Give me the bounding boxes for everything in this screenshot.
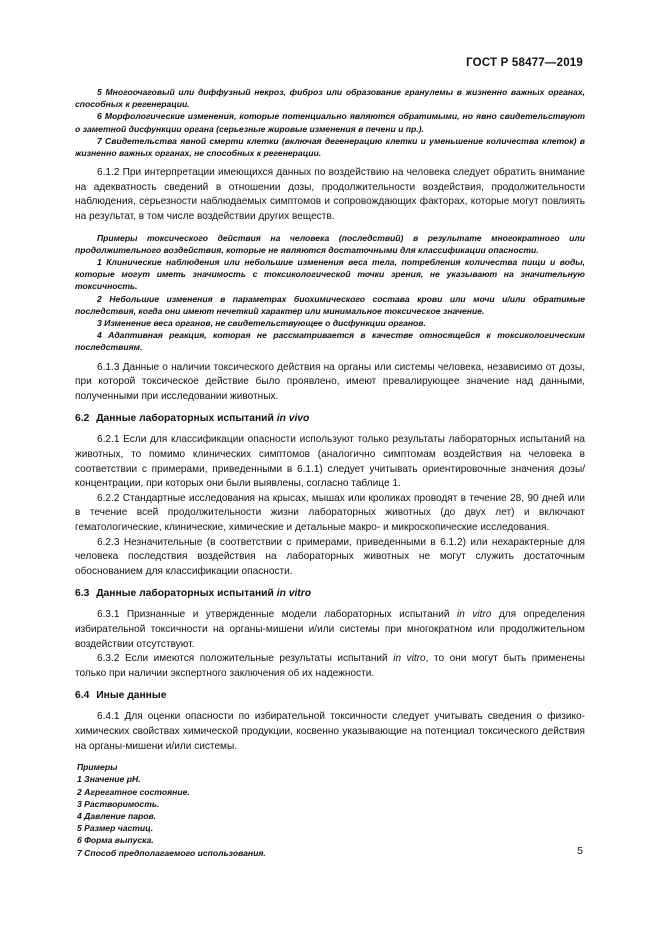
examples-title: Примеры bbox=[77, 762, 118, 773]
note-6: 6 Морфологические изменения, которые потенциально являются обратимыми, но явно свидетельствуют о заметной дисфункции органа (серьезные жировые изменения в печени и пр.). bbox=[75, 111, 585, 134]
examples-list bbox=[75, 773, 585, 858]
paragraph-6-3-1: 6.3.1 Признанные и утвержденные модели лабораторных испытаний in vitro для определения избирательной токсичности на органы-мишени и/или системы при многократном или продолжительном воздействии отсутствуют. bbox=[75, 609, 585, 650]
section-title: Данные лабораторных испытаний bbox=[96, 413, 274, 425]
example-note-3: 3 Изменение веса органов, не свидетельствующее о дисфункции органов. bbox=[97, 318, 426, 329]
section-title-italic: in vitro bbox=[276, 588, 312, 600]
section-number: 6.3 bbox=[75, 588, 90, 600]
example-note-1: 1 Клинические наблюдения или небольшие изменения веса тела, потребления количества пищи и воды, которые могут иметь значимость с токсикологической точки зрения, не указывают на значительную токсичность. bbox=[75, 257, 585, 292]
examples-heading-note: Примеры токсического действия на человека (последствий) в результате многократного или продолжительного воздействия, которые не являются достаточными для классификации опасности. bbox=[75, 232, 585, 255]
paragraph-6-3-2: 6.3.2 Если имеются положительные результаты испытаний in vitro, то они могут быть применены только при наличии экспертного заключения об их надежности. bbox=[75, 653, 586, 679]
note-7: 7 Свидетельства явной смерти клетки (включая дегенерацию клетки и уменьшение количества клеток) в жизненно важных органах, не способных к регенерации. bbox=[75, 135, 585, 159]
list-item: 6 Форма выпуска. bbox=[77, 835, 154, 846]
paragraph-6-1-2: 6.1.2 При интерпретации имеющихся данных по воздействию на человека следует обратить внимание на адекватность сведений в отношении дозы, продолжительности воздействия, продолжительности наблюдения, серьезности наблюдаемых симптомов и сопровождающих факторах, которые могут повлиять на результат, в том числе воздействии других веществ. bbox=[75, 167, 585, 222]
list-item: 2 Агрегатное состояние. bbox=[77, 786, 190, 797]
section-number: 6.4 bbox=[75, 690, 90, 702]
example-note-2: 2 Небольшие изменения в параметрах биохимического состава крови или мочи и/или обратимые последствия, когда они имеют нечеткий характер или минимальное токсическое значение. bbox=[75, 293, 585, 316]
paragraph-6-2-3: 6.2.3 Незначительные (в соответствии с примерами, приведенными в 6.1.2) или нехарактерные для человека последствия воздействия на лабораторных животных не могут служить достаточным обоснованием для классификации опасности. bbox=[75, 536, 585, 577]
paragraph-6-4-1: 6.4.1 Для оценки опасности по избирательной токсичности следует учитывать сведения о физико-химических свойствах химической продукции, косвенно указывающие на потенциал токсического действия на органы-мишени и/или системы. bbox=[75, 711, 585, 752]
section-heading-6-3 bbox=[75, 588, 585, 599]
note-5: 5 Многоочаговый или диффузный некроз, фиброз или образование гранулемы в жизненно важных органах, способных к регенерации. bbox=[75, 87, 585, 110]
page-content bbox=[75, 86, 585, 859]
list-item: 1 Значение pH. bbox=[77, 774, 141, 785]
page-number: 5 bbox=[577, 845, 583, 857]
list-item: 3 Растворимость. bbox=[77, 798, 160, 809]
section-title: Иные данные bbox=[96, 690, 167, 702]
paragraph-6-2-2: 6.2.2 Стандартные исследования на крысах, мышах или кроликах проводят в течение 28, 90 дней или в течение всей продолжительности жизни лабораторных животных (до двух лет) и включают гематологические, клинические, химические и детальные макро- и микроскопические исследования. bbox=[75, 492, 585, 533]
standard-header: ГОСТ Р 58477—2019 bbox=[466, 57, 583, 69]
section-heading-6-2 bbox=[75, 413, 585, 424]
section-title: Данные лабораторных испытаний bbox=[96, 588, 274, 600]
list-item: 5 Размер частиц. bbox=[77, 823, 154, 834]
paragraph-6-2-1: 6.2.1 Если для классификации опасности используют только результаты лабораторных испытаний на животных, то помимо клинических симптомов (аналогично симптомам воздействия на человека в соответствии с примерами, приведенными в 6.1.1) следует учитывать ориентировочные значения дозы/концентрации, при которых они были выявлены, согласно таблице 1. bbox=[75, 434, 585, 490]
paragraph-6-1-3: 6.1.3 Данные о наличии токсического действия на органы или системы человека, независимо от дозы, при которой токсическое действие было проявлено, имеют превалирующее значение над данными, полученными при исследовании животных. bbox=[75, 361, 585, 402]
section-heading-6-4 bbox=[75, 690, 585, 701]
example-note-4: 4 Адаптивная реакция, которая не рассматривается в качестве относящейся к токсикологическим последствиям. bbox=[75, 330, 585, 353]
section-number: 6.2 bbox=[75, 413, 90, 425]
list-item: 4 Давление паров. bbox=[77, 810, 157, 821]
section-title-italic: in vivo bbox=[276, 413, 310, 425]
list-item: 7 Способ предполагаемого использования. bbox=[77, 847, 266, 858]
